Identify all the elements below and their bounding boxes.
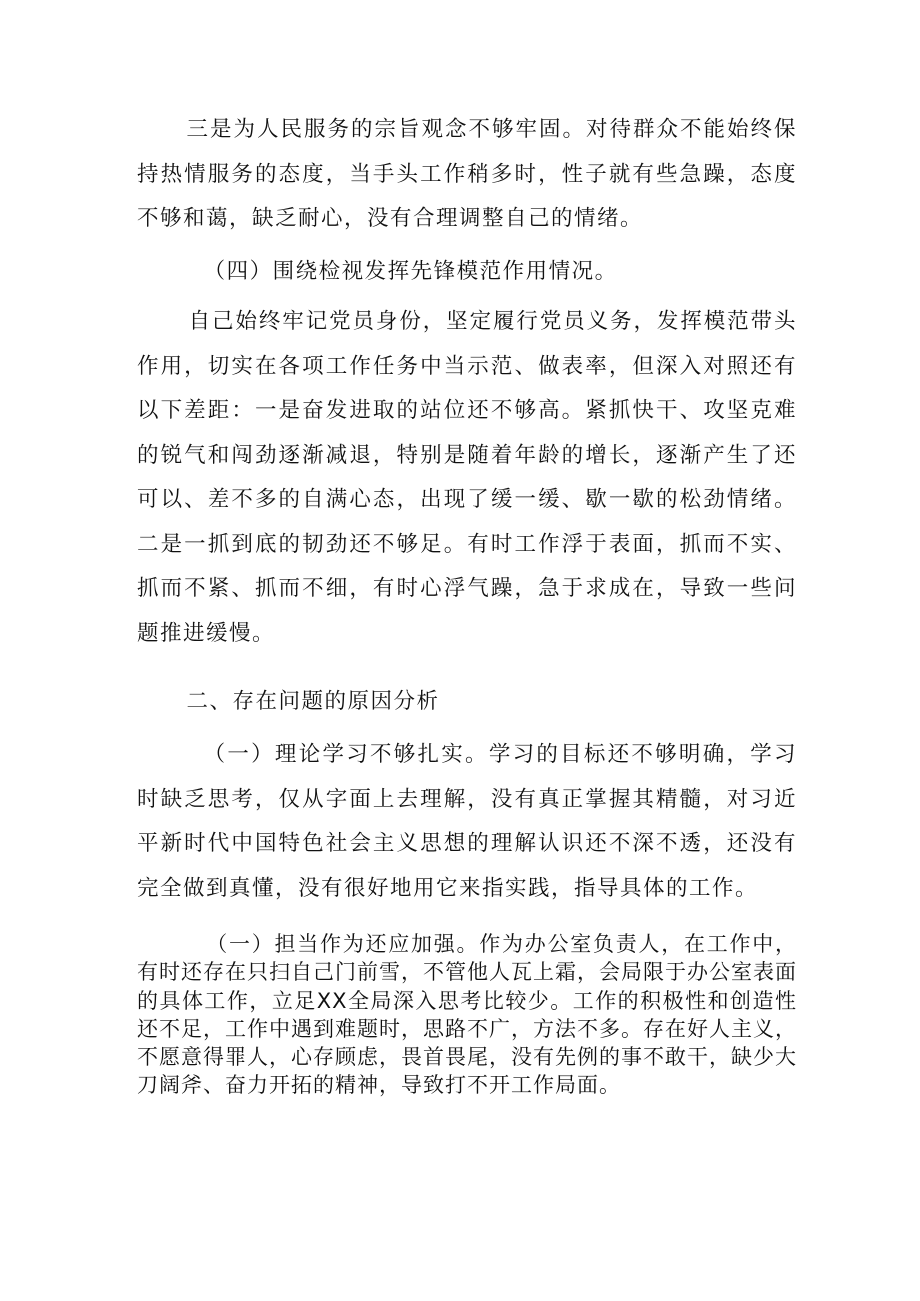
paragraph-responsibility: （一）担当作为还应加强。作为办公室负责人，在工作中，有时还存在只扫自己门前雪，不管他人瓦上霜，会局限于办公室表面的具体工作，立足XX全局深入思考比较少。工作的积极性和创造性还不足，工作中遇到难题时，思路不广，方法不多。存在好人主义，不愿意得罪人，心存顾虑，畏首畏尾，没有先例的事不敢干，缺少大刀阔斧、奋力开拓的精神，导致打不开工作局面。 <box>137 932 797 1098</box>
paragraph-theory-study: （一）理论学习不够扎实。学习的目标还不够明确，学习时缺乏思考，仅从字面上去理解，没有真正掌握其精髓，对习近平新时代中国特色社会主义思想的理解认识还不深不透，还没有完全做到真懂，没有很好地用它来指实践，指导具体的工作。 <box>137 742 797 901</box>
section-heading-4: （四）围绕检视发挥先锋模范作用情况。 <box>203 259 618 284</box>
chapter-heading-cause-analysis: 二、存在问题的原因分析 <box>186 689 440 714</box>
paragraph-pioneer-role: 自己始终牢记党员身份，坚定履行党员义务，发挥模范带头作用，切实在各项工作任务中当示范、做表率，但深入对照还有以下差距：一是奋发进取的站位还不够高。紧抓快干、攻坚克难的锐气和闯劲逐渐减退，特别是随着年龄的增长，逐渐产生了还可以、差不多的自满心态，出现了缓一缓、歇一歇的松劲情绪。二是一抓到底的韧劲还不够足。有时工作浮于表面，抓而不实、抓而不紧、抓而不细，有时心浮气躁，急于求成在，导致一些问题推进缓慢。 <box>137 309 797 646</box>
paragraph-service-attitude: 三是为人民服务的宗旨观念不够牢固。对待群众不能始终保持热情服务的态度，当手头工作稍多时，性子就有些急躁，态度不够和蔼，缺乏耐心，没有合理调整自己的情绪。 <box>137 117 797 231</box>
